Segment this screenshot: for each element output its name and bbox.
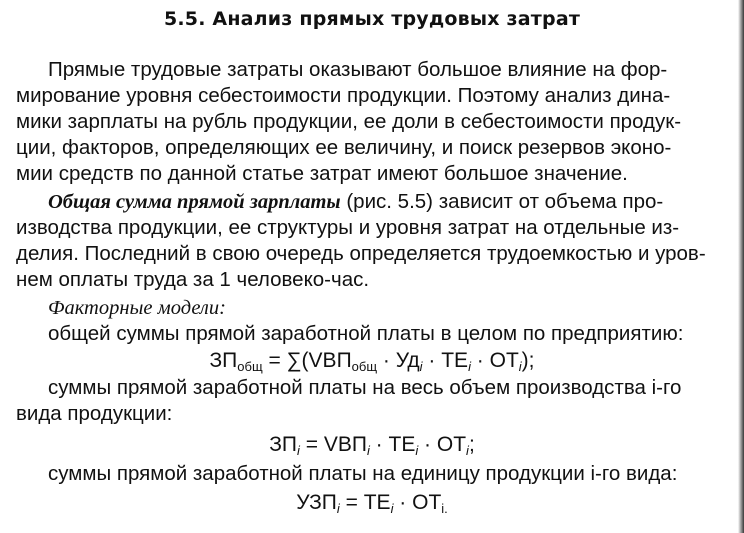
paragraph1-line-1: Прямые трудовые затраты оказывают большое влияние на фор- — [48, 58, 668, 81]
paragraph2-first-rest: (рис. 5.5) зависит от объема про- — [340, 190, 664, 213]
paragraph1-line-5: мии средств по данной статье затрат имеют большое значение. — [16, 162, 628, 185]
section-heading: 5.5. Анализ прямых трудовых затрат — [163, 8, 581, 30]
paragraph1-line-2: мирование уровня себестоимости продукции. Поэтому анализ дина- — [16, 84, 671, 107]
model2-formula — [0, 432, 744, 464]
model2-caption: суммы прямой заработной платы на весь объем производства i-го — [48, 376, 682, 399]
paragraph2-line-4: нем оплаты труда за 1 человеко-час. — [16, 268, 370, 291]
paragraph2-line-3: делия. Последний в свою очередь определяется трудоемкостью и уров- — [16, 242, 706, 265]
model1-caption: общей суммы прямой заработной платы в целом по предприятию: — [48, 322, 684, 345]
model2-formula-text: $ЗП_i = VВП_i \cdot ТЕ_i \cdot ОТ_i$; — [269, 433, 475, 458]
paragraph2-line-1 — [48, 190, 663, 214]
model1-formula-text: $ЗП_{общ} = \sum(VВП_{общ} \cdot Уд_i \cdot ТЕ_i \cdot ОТ_i)$; — [209, 349, 535, 374]
model3-formula — [0, 490, 744, 522]
emphasis-total-direct-wage: Общая сумма прямой зарплаты — [48, 191, 341, 213]
model3-formula-text: $УЗП_i = ТЕ_i \cdot ОТ_{i.}$ — [296, 491, 448, 516]
scan-edge-shadow — [738, 0, 744, 533]
paragraph2-line-2: изводства продукции, ее структуры и уровня затрат на отдельные из- — [16, 216, 680, 239]
paragraph1-line-3: мики зарплаты на рубль продукции, ее доли в себестоимости продук- — [16, 110, 682, 133]
paragraph1-line-4: ции, факторов, определяющих ее величину, и поиск резервов эконо- — [16, 136, 672, 159]
model3-caption: суммы прямой заработной платы на единицу продукции i-го вида: — [48, 462, 678, 485]
factor-models-label: Факторные модели: — [48, 297, 226, 319]
model2-caption-cont: вида продукции: — [16, 402, 173, 425]
